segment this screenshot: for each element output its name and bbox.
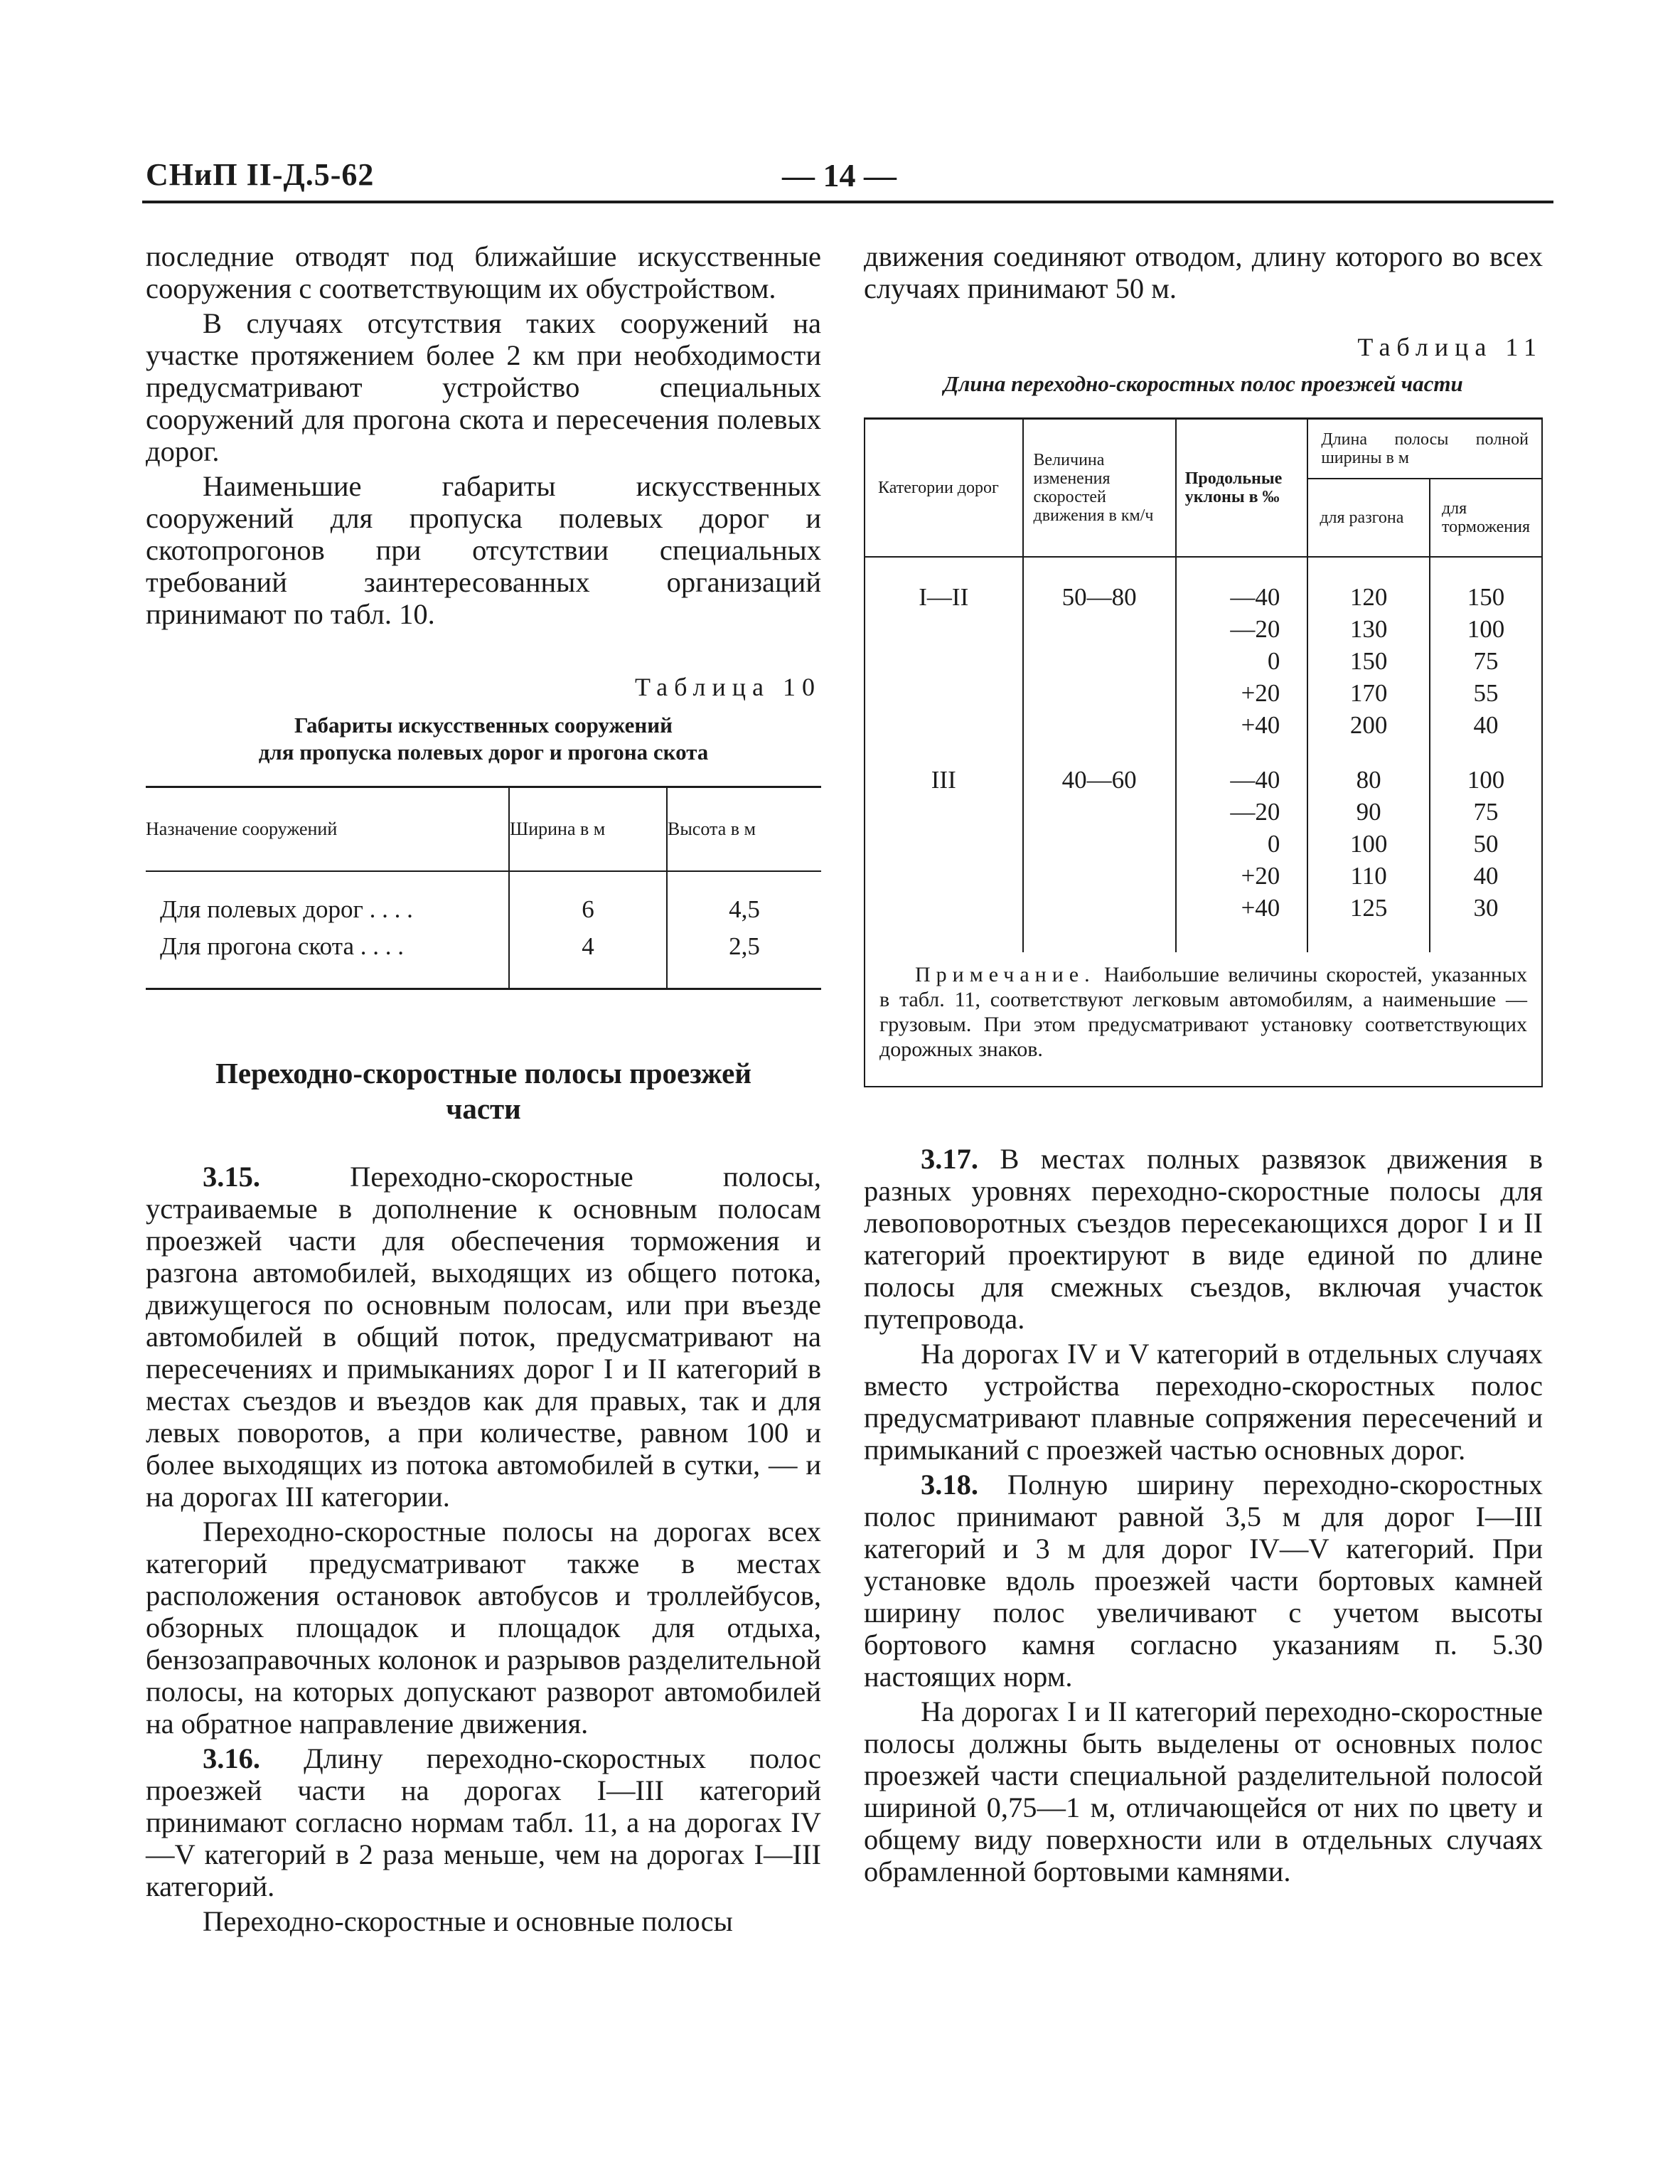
section-number: 3.15. xyxy=(203,1161,260,1193)
table-row: 0 150 75 xyxy=(865,645,1542,677)
table10-title: Габариты искусственных сооружений для пропуска полевых дорог и прогона скота xyxy=(258,713,709,765)
page-number: — 14 — xyxy=(782,157,897,193)
table10-header: Назначение сооружений xyxy=(146,787,509,871)
table-row: 0 100 50 xyxy=(865,828,1542,860)
table11-speed: 40—60 xyxy=(1023,764,1176,924)
paragraph: В случаях отсутствия таких сооружений на участке протяжением более 2 км при необходимости предусматривают устройство специальных сооружений для прогона скота и пересечения полевых дорог. xyxy=(146,307,821,467)
paragraph: Переходно-скоростные полосы на дорогах всех категорий предусматривают также в местах расположения остановок автобусов и троллейбусов, обзорных площадок и площадок для отдыха, бензозаправочных колонок и разрывов разделительной полосы, на которых допускают разворот автомобилей на обратное направление движения. xyxy=(146,1516,822,1740)
section-3-16: 3.16. Длину переходно-скоростных полос проезжей части на дорогах I—III категорий принимают согласно нормам табл. 11, а на дорогах IV—V категорий в 2 раза меньше, чем на дорогах I—III категорий. xyxy=(146,1742,821,1902)
section-number: 3.17. xyxy=(921,1142,978,1175)
table11-category: I—II xyxy=(865,581,1023,741)
table11-speed: 50—80 xyxy=(1023,581,1176,741)
section-3-15: 3.15. Переходно-скоростные полосы, устраиваемые в дополнение к основным полосам проезжей части для обеспечения торможения и разгона автомобилей, выходящих из общего потока, движущегося по основным полосам, или при въезде автомобилей в общий поток, предусматривают на пересечениях и примыканиях дорог I и II категорий в местах съездов и въездов как для правых, так и для левых поворотов, а при количестве, равном 100 и более выходящих из потока автомобилей в сутки, — и на дорогах III категории. xyxy=(146,1161,821,1513)
paragraph: Наименьшие габариты искусственных сооружений для пропуска полевых дорог и скотопрогонов при отсутствии специальных требований заинтересованных организаций принимают по табл. 10. xyxy=(146,470,821,630)
table10-header: Ширина в м xyxy=(509,787,667,871)
paragraph: Переходно-скоростные и основные полосы xyxy=(203,1905,733,1937)
table-row: Для прогона скота . . . . 4 2,5 xyxy=(146,928,821,965)
table10-caption: Таблица 10 xyxy=(635,673,821,701)
table11-note: Примечание. Наибольшие величины скоростей, указанных в табл. 11, соответствуют легковым автомобилям, а наименьшие — грузовым. При этом предусматривают установку соответствующих дорожных знаков. xyxy=(879,962,1527,1061)
table11-category: III xyxy=(865,764,1023,924)
table10 xyxy=(146,786,821,990)
table11-header-length: Длина полосы полной ширины в м xyxy=(1307,419,1542,479)
note-label: Примечание. xyxy=(915,962,1096,986)
table11-header-slope: Продольные уклоны в ‰ xyxy=(1176,419,1308,557)
paragraph: На дорогах IV и V категорий в отдельных случаях вместо устройства переходно-скоростных полос предусматривают плавные сопряжения пересечений и примыканий с проезжей частью основных дорог. xyxy=(864,1337,1543,1466)
table11 xyxy=(864,417,1543,1087)
section-number: 3.18. xyxy=(921,1468,978,1501)
left-column xyxy=(146,240,821,1937)
document-code: СНиП II-Д.5-62 xyxy=(146,157,375,192)
paragraph: На дорогах I и II категорий переходно-скоростные полосы должны быть выделены от основных полос проезжей части специальной разделительной полосой шириной 0,75—1 м, отличающейся от них по цвету и общему виду поверхности или в отдельных случаях обрамленной бортовыми камнями. xyxy=(864,1695,1543,1887)
table11-header-speed: Величина изменения скоростей движения в км/ч xyxy=(1023,419,1176,557)
section-number: 3.16. xyxy=(203,1742,260,1774)
table-row: —20 130 100 xyxy=(865,613,1542,645)
paragraph: последние отводят под ближайшие искусственные сооружения с соответствующим их обустройством. xyxy=(146,240,821,304)
table-row: +40 200 40 xyxy=(865,709,1542,741)
table11-header-accel: для разгона xyxy=(1307,479,1430,557)
table-row: +20 170 55 xyxy=(865,677,1542,709)
section-3-17: 3.17. В местах полных развязок движения в разных уровнях переходно-скоростные полосы для левоповоротных съездов пересекающихся дорог I и II категорий проектируют в виде единой по длине полосы для смежных съездов, включая участок путепровода. xyxy=(864,1142,1543,1335)
table-row: Для полевых дорог . . . . 6 4,5 xyxy=(146,891,821,928)
table11-header-brake: для торможения xyxy=(1430,479,1542,557)
right-column xyxy=(864,240,1543,1887)
table-row: +40 125 30 xyxy=(865,892,1542,924)
table-row: I—II 50—80 —40 120 150 xyxy=(865,581,1542,613)
table10-header: Высота в м xyxy=(668,819,756,840)
table11-caption: Таблица 11 xyxy=(1357,333,1543,361)
section-title: Переходно-скоростные полосы проезжей части xyxy=(215,1057,751,1125)
table-row: —20 90 75 xyxy=(865,796,1542,828)
table-row: +20 110 40 xyxy=(865,860,1542,892)
table11-header-category: Категории дорог xyxy=(865,419,1023,557)
table-row: III 40—60 —40 80 100 xyxy=(865,764,1542,796)
section-3-18: 3.18. Полную ширину переходно-скоростных полос принимают равной 3,5 м для дорог I—III категорий и 3 м для дорог IV—V категорий. При установке вдоль проезжей части бортовых камней ширину полос увеличивают с учетом высоты бортового камня согласно указаниям п. 5.30 настоящих норм. xyxy=(864,1468,1543,1693)
table11-title: Длина переходно-скоростных полос проезжей части xyxy=(943,371,1463,396)
paragraph: движения соединяют отводом, длину которого во всех случаях принимают 50 м. xyxy=(864,240,1543,304)
header-rule xyxy=(142,201,1553,203)
